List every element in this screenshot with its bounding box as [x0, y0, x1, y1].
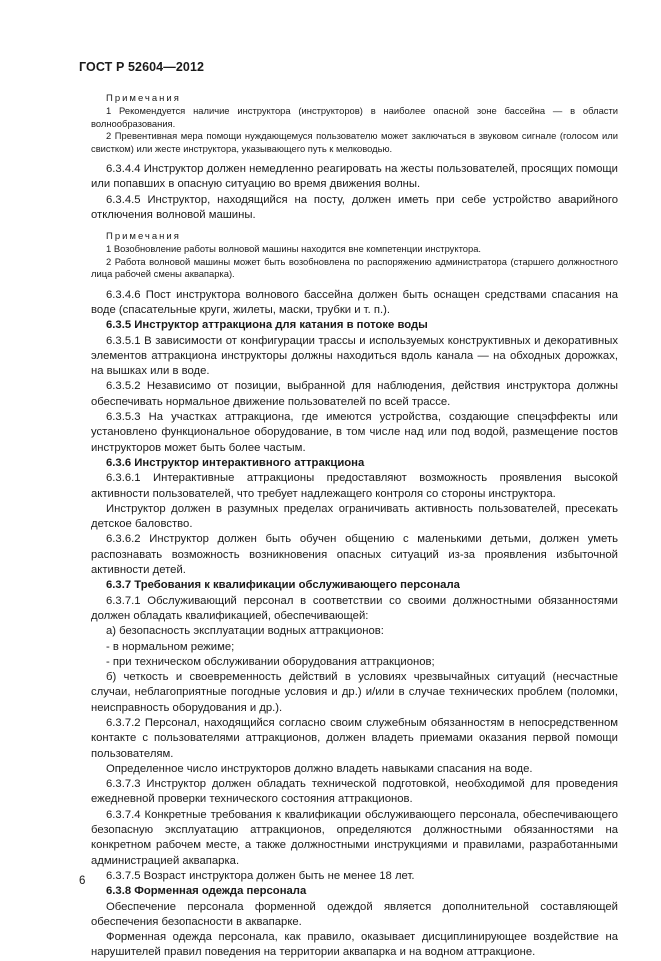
paragraph: - в нормальном режиме; — [106, 640, 235, 653]
body-text — [91, 288, 618, 961]
note-item: 1 Возобновление работы волновой машины находится вне компетенции инструктора. — [106, 243, 482, 255]
paragraph: 6.3.7.1 Обслуживающий персонал в соответствии со своими должностными обязанностями должен обладать квалификацией, обеспечивающей: — [91, 594, 618, 622]
section-heading: 6.3.5 Инструктор аттракциона для катания в потоке воды — [106, 319, 428, 332]
paragraph: 6.3.7.2 Персонал, находящийся согласно своим служебным обязанностям в непосредственном контакте с пользователями аттракционов, должен владеть приемами оказания первой помощи пользователям. — [91, 717, 618, 760]
paragraph: б) четкость и своевременность действий в условиях чрезвычайных ситуаций (несчастные случаи, неблагоприятные погодные условия и др.) и/или в случае технических проблем (поломки, неисправность оборудования и др.). — [91, 671, 618, 714]
standard-header: ГОСТ Р 52604—2012 — [79, 60, 205, 74]
paragraph: 6.3.6.2 Инструктор должен быть обучен общению с маленькими детьми, должен уметь распознавать возможность возникновения опасных ситуаций из-за проявления избыточной активности детей. — [91, 533, 618, 577]
paragraph: 6.3.5.3 На участках аттракциона, где имеются устройства, создающие спецэффекты или установлено функциональное оборудование, в том числе над или под водой, размещение постов инструкторов может быть более частым. — [91, 411, 618, 454]
section-heading: 6.3.8 Форменная одежда персонала — [106, 885, 307, 898]
note-item: 1 Рекомендуется наличие инструктора (инструкторов) в наиболее опасной зоне бассейна — в области волнообразования. — [91, 105, 618, 129]
notes-title: Примечания — [106, 93, 181, 104]
paragraph: 6.3.7.3 Инструктор должен обладать технической подготовкой, необходимой для проведения ежедневной проверки технического состояния аттракционов. — [91, 778, 618, 806]
paragraph: а) безопасность эксплуатации водных аттракционов: — [106, 625, 384, 638]
page-content — [91, 92, 618, 961]
paragraph: Форменная одежда персонала, как правило, оказывает дисциплинирующее воздействие на нарушителей правил поведения на территории аквапарка и на водном аттракционе. — [91, 931, 618, 959]
page-number: 6 — [79, 875, 86, 887]
section-heading: 6.3.6 Инструктор интерактивного аттракциона — [106, 456, 365, 469]
paragraph: 6.3.6.1 Интерактивные аттракционы предоставляют возможность проявления высокой активности пользователей, что требует надлежащего контроля со стороны инструктора. — [91, 472, 618, 500]
paragraph: Инструктор должен в разумных пределах ограничивать активность пользователей, пресекать детское баловство. — [91, 502, 618, 531]
notes-title: Примечания — [106, 231, 181, 243]
paragraph: 6.3.5.2 Независимо от позиции, выбранной для наблюдения, действия инструктора должны обеспечивать нормальное движение пользователей по всей трассе. — [91, 380, 618, 408]
paragraph: Обеспечение персонала форменной одеждой является дополнительной составляющей обеспечения безопасности в аквапарке. — [91, 900, 618, 928]
paragraph: 6.3.4.4 Инструктор должен немедленно реагировать на жесты пользователей, просящих помощи или попавших в опасную ситуацию во время движения волны. — [91, 163, 618, 191]
note-item: 2 Работа волновой машины может быть возобновлена по распоряжению администратора (старшего должностного лица рабочей смены аквапарка). — [91, 255, 618, 280]
section-heading: 6.3.7 Требования к квалификации обслуживающего персонала — [106, 579, 460, 592]
paragraph: - при техническом обслуживании оборудования аттракционов; — [106, 655, 435, 668]
paragraph: 6.3.7.4 Конкретные требования к квалификации обслуживающего персонала, обеспечивающего безопасную эксплуатацию аттракционов, определяются должностными обязанностями на конкретном рабочем месте, а также должностными инструкциями и правилами, разработанными администрацией аквапарка. — [91, 808, 618, 867]
paragraph: 6.3.4.5 Инструктор, находящийся на посту, должен иметь при себе устройство аварийного отключения волновой машины. — [91, 193, 618, 221]
paragraph: Определенное число инструкторов должно владеть навыками спасания на воде. — [106, 762, 533, 775]
paragraph: 6.3.4.6 Пост инструктора волнового бассейна должен быть оснащен средствами спасания на воде (спасательные круги, жилеты, маски, трубки и т. п.). — [91, 288, 618, 316]
paragraph: 6.3.5.1 В зависимости от конфигурации трассы и используемых конструктивных и декоративных элементов аттракциона инструкторы должны находиться вдоль канала — на обходных дорожках, на вышках или в воде. — [91, 334, 618, 378]
note-item: 2 Превентивная мера помощи нуждающемуся пользователю может заключаться в звуковом сигнале (голосом или свистком) или жесте инструктора, указывающего путь к мелководью. — [91, 130, 618, 154]
paragraph: 6.3.7.5 Возраст инструктора должен быть не менее 18 лет. — [106, 869, 415, 882]
